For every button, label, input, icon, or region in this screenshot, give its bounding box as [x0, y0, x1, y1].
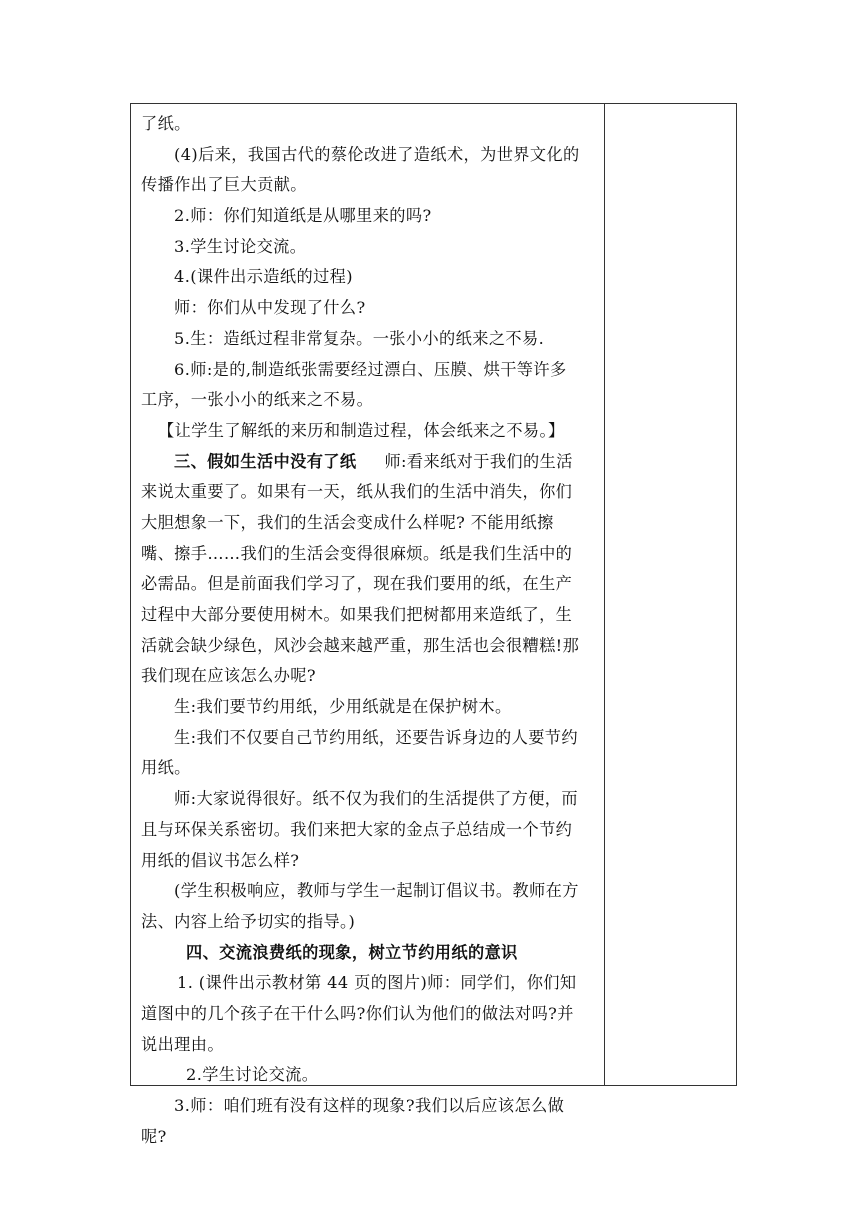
text-line: 3.师：咱们班有没有这样的现象?我们以后应该怎么做 [174, 1096, 565, 1115]
notes-cell [605, 104, 736, 1085]
text-line: 3.学生讨论交流。 [174, 236, 307, 256]
text-line: 道图中的几个孩子在干什么吗?你们认为他们的做法对吗?并 [141, 1003, 574, 1023]
text-line: 活就会缺少绿色，风沙会越来越严重，那生活也会很糟糕!那 [141, 635, 580, 655]
text-line [141, 447, 601, 478]
text-line: 必需品。但是前面我们学习了，现在我们要用的纸，在生产 [141, 574, 573, 594]
text-line: 用纸的倡议书怎么样? [141, 850, 300, 870]
text-line: 用纸。 [141, 758, 191, 778]
text-line: 1. (课件出示教材第 44 页的图片)师：同学们，你们知 [177, 973, 577, 993]
text-line: 工序，一张小小的纸来之不易。 [141, 390, 374, 410]
text-line: 6.师:是的,制造纸张需要经过漂白、压膜、烘干等许多 [174, 359, 567, 379]
lesson-table [130, 103, 737, 1146]
text-line: 过程中大部分要使用树木。如果我们把树都用来造纸了，生 [141, 605, 573, 624]
text-line: 师:大家说得很好。纸不仅为我们的生活提供了方便，而 [174, 789, 578, 809]
text-line: 我们现在应该怎么办呢? [141, 666, 316, 686]
text-line: 师：你们从中发现了什么? [174, 298, 366, 318]
text-line: 来说太重要了。如果有一天，纸从我们的生活中消失，你们 [141, 482, 573, 502]
text-line: 且与环保关系密切。我们来把大家的金点子总结成一个节约 [141, 819, 573, 839]
text-line: 大胆想象一下，我们的生活会变成什么样呢? 不能用纸擦 [141, 512, 554, 532]
section-heading: 四、交流浪费纸的现象，树立节约用纸的意识 [186, 942, 518, 962]
text-line: 生:我们不仅要自己节约用纸，还要告诉身边的人要节约 [174, 727, 578, 747]
text-line: 传播作出了巨大贡献。 [141, 175, 307, 195]
text-line: 4.(课件出示造纸的过程) [174, 267, 353, 287]
text-line: 生:我们要节约用纸，少用纸就是在保护树木。 [174, 697, 512, 717]
text-line: 呢? [141, 1126, 167, 1146]
text-line: 法、内容上给予切实的指导。) [141, 911, 356, 931]
lesson-content-cell [131, 104, 605, 1146]
text-line: 了纸。 [141, 114, 191, 133]
section-heading: 三、假如生活中没有了纸 [174, 451, 357, 471]
text-line: 说出理由。 [141, 1034, 224, 1054]
text-line: 嘴、擦手……我们的生活会变得很麻烦。纸是我们生活中的 [141, 543, 573, 563]
text-line: 2.学生讨论交流。 [186, 1065, 319, 1085]
lesson-text [141, 109, 601, 1152]
text-line: 2.师：你们知道纸是从哪里来的吗? [174, 206, 432, 226]
text-line: (学生积极响应，教师与学生一起制订倡议书。教师在方 [174, 881, 579, 901]
text-segment: 师:看来纸对于我们的生活 [384, 451, 573, 471]
text-line: 【让学生了解纸的来历和制造过程，体会纸来之不易。】 [158, 420, 565, 440]
text-line: 5.生：造纸过程非常复杂。一张小小的纸来之不易. [174, 328, 545, 348]
text-line: (4)后来，我国古代的蔡伦改进了造纸术，为世界文化的 [174, 144, 580, 164]
